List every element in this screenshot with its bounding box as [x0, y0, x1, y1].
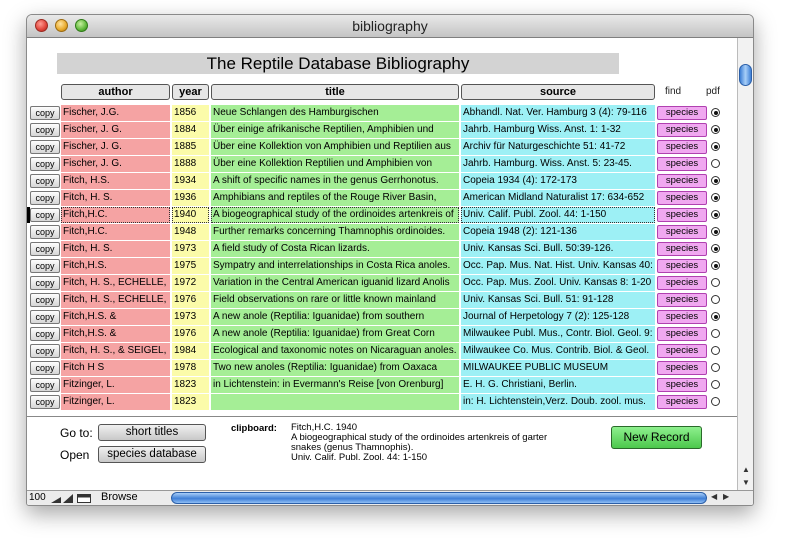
window-title: bibliography	[352, 18, 428, 34]
title-cell[interactable]: A new anole (Reptilia: Iguanidae) from southern	[211, 309, 459, 325]
source-cell[interactable]: Univ. Calif. Publ. Zool. 44: 1-150	[461, 207, 655, 223]
year-cell[interactable]: 1856	[172, 105, 209, 121]
column-header-author[interactable]: author	[61, 84, 170, 100]
year-cell[interactable]: 1948	[172, 224, 209, 240]
clipboard-label: clipboard:	[231, 423, 277, 434]
author-cell[interactable]: Fischer, J. G.	[61, 139, 170, 155]
source-cell[interactable]: Occ. Pap. Mus. Nat. Hist. Univ. Kansas 40:	[461, 258, 655, 274]
year-cell[interactable]: 1976	[172, 292, 209, 308]
layout-body	[27, 38, 737, 490]
table-row[interactable]	[27, 342, 737, 359]
status-bar	[27, 490, 753, 506]
source-cell[interactable]: American Midland Naturalist 17: 634-652	[461, 190, 655, 206]
table-row[interactable]	[27, 223, 737, 240]
vertical-scroll-thumb[interactable]	[739, 64, 752, 86]
species-button[interactable]: species	[657, 208, 707, 222]
table-row[interactable]	[27, 376, 737, 393]
copy-button[interactable]: copy	[30, 293, 60, 307]
author-cell[interactable]: Fitch,H.S.	[61, 258, 170, 274]
copy-button[interactable]: copy	[30, 276, 60, 290]
species-button[interactable]: species	[657, 157, 707, 171]
copy-button[interactable]: copy	[30, 191, 60, 205]
pdf-radio[interactable]	[711, 380, 720, 389]
copy-button[interactable]: copy	[30, 225, 60, 239]
title-cell[interactable]: Variation in the Central American iguanid lizard Anolis	[211, 275, 459, 291]
species-database-button[interactable]: species database	[98, 446, 206, 463]
title-cell[interactable]: Ecological and taxonomic notes on Nicaraguan anoles.	[211, 343, 459, 359]
year-cell[interactable]: 1973	[172, 241, 209, 257]
table-row[interactable]	[27, 393, 737, 410]
new-record-button[interactable]: New Record	[611, 426, 702, 449]
copy-button[interactable]: copy	[30, 395, 60, 409]
records-list	[27, 104, 737, 416]
footer-panel	[27, 417, 737, 490]
copy-button[interactable]: copy	[30, 140, 60, 154]
source-cell[interactable]: Copeia 1934 (4): 172-173	[461, 173, 655, 189]
pdf-radio[interactable]	[711, 210, 720, 219]
pdf-radio[interactable]	[711, 244, 720, 253]
author-cell[interactable]: Fitch H S	[61, 360, 170, 376]
title-cell[interactable]: A shift of specific names in the genus Gerrhonotus.	[211, 173, 459, 189]
table-row[interactable]	[27, 172, 737, 189]
species-button[interactable]: species	[657, 191, 707, 205]
pdf-radio[interactable]	[711, 363, 720, 372]
table-row[interactable]	[27, 189, 737, 206]
zoom-in-icon[interactable]	[63, 494, 73, 503]
title-cell[interactable]: Sympatry and interrelationships in Costa Rica anoles.	[211, 258, 459, 274]
goto-label: Go to:	[60, 426, 93, 440]
table-row[interactable]	[27, 240, 737, 257]
species-button[interactable]: species	[657, 395, 707, 409]
author-cell[interactable]: Fitch, H.S.	[61, 173, 170, 189]
source-cell[interactable]: in: H. Lichtenstein,Verz. Doub. zool. mus.	[461, 394, 655, 410]
title-cell[interactable]: A new anole (Reptilia: Iguanidae) from Great Corn	[211, 326, 459, 342]
copy-button[interactable]: copy	[30, 378, 60, 392]
toggle-toolbar-icon[interactable]	[77, 494, 91, 503]
title-cell[interactable]: Two new anoles (Reptilia: Iguanidae) from Oaxaca	[211, 360, 459, 376]
vertical-scrollbar[interactable]	[737, 38, 754, 490]
pdf-radio[interactable]	[711, 176, 720, 185]
pdf-radio[interactable]	[711, 159, 720, 168]
source-cell[interactable]: E. H. G. Christiani, Berlin.	[461, 377, 655, 393]
bibliography-window	[26, 14, 754, 506]
table-row[interactable]	[27, 291, 737, 308]
year-cell[interactable]: 1975	[172, 258, 209, 274]
year-cell[interactable]: 1936	[172, 190, 209, 206]
year-cell[interactable]: 1823	[172, 377, 209, 393]
copy-button[interactable]: copy	[30, 344, 60, 358]
copy-button[interactable]: copy	[30, 123, 60, 137]
open-label: Open	[60, 448, 90, 462]
horizontal-scrollbar[interactable]	[171, 492, 707, 504]
year-cell[interactable]: 1934	[172, 173, 209, 189]
pdf-radio[interactable]	[711, 261, 720, 270]
pdf-radio[interactable]	[711, 125, 720, 134]
copy-button[interactable]: copy	[30, 157, 60, 171]
author-cell[interactable]: Fitch, H. S., ECHELLE,	[61, 292, 170, 308]
year-cell[interactable]: 1984	[172, 343, 209, 359]
clipboard-line: Univ. Calif. Publ. Zool. 44: 1-150	[291, 452, 428, 463]
species-button[interactable]: species	[657, 106, 707, 120]
table-row[interactable]	[27, 325, 737, 342]
species-button[interactable]: species	[657, 123, 707, 137]
pdf-radio[interactable]	[711, 397, 720, 406]
mode-indicator[interactable]: Browse	[101, 491, 138, 503]
page-title: The Reptile Database Bibliography	[57, 53, 619, 74]
column-header-source[interactable]: source	[461, 84, 655, 100]
title-cell[interactable]: A field study of Costa Rican lizards.	[211, 241, 459, 257]
species-button[interactable]: species	[657, 310, 707, 324]
copy-button[interactable]: copy	[30, 106, 60, 120]
year-cell[interactable]: 1888	[172, 156, 209, 172]
author-cell[interactable]: Fischer, J.G.	[61, 105, 170, 121]
species-button[interactable]: species	[657, 276, 707, 290]
author-cell[interactable]: Fitch,H.S. &	[61, 309, 170, 325]
source-cell[interactable]: Copeia 1948 (2): 121-136	[461, 224, 655, 240]
title-cell[interactable]: Amphibians and reptiles of the Rouge River Basin,	[211, 190, 459, 206]
pdf-radio[interactable]	[711, 227, 720, 236]
source-cell[interactable]: Archiv für Naturgeschichte 51: 41-72	[461, 139, 655, 155]
clipboard-line: A biogeographical study of the ordinoides artenkreis of garter	[291, 432, 548, 443]
table-row[interactable]	[27, 257, 737, 274]
copy-button[interactable]: copy	[30, 310, 60, 324]
species-button[interactable]: species	[657, 344, 707, 358]
author-cell[interactable]: Fitch,H.C.	[61, 207, 170, 223]
copy-button[interactable]: copy	[30, 327, 60, 341]
year-cell[interactable]: 1978	[172, 360, 209, 376]
source-cell[interactable]: Jahrb. Hamburg Wiss. Anst. 1: 1-32	[461, 122, 655, 138]
clipboard-line: Fitch,H.C. 1940	[291, 422, 357, 433]
table-row[interactable]	[27, 206, 737, 223]
pdf-radio[interactable]	[711, 108, 720, 117]
author-cell[interactable]: Fitch, H. S.	[61, 241, 170, 257]
author-cell[interactable]: Fitch,H.S. &	[61, 326, 170, 342]
year-cell[interactable]: 1885	[172, 139, 209, 155]
copy-button[interactable]: copy	[30, 361, 60, 375]
title-cell[interactable]: in Lichtenstein: in Evermann's Reise [von Orenburg]	[211, 377, 459, 393]
title-cell[interactable]: A biogeographical study of the ordinoides artenkreis of	[211, 207, 459, 223]
species-button[interactable]: species	[657, 259, 707, 273]
pdf-radio[interactable]	[711, 329, 720, 338]
source-cell[interactable]: Occ. Pap. Mus. Zool. Univ. Kansas 8: 1-20	[461, 275, 655, 291]
pdf-radio[interactable]	[711, 193, 720, 202]
title-cell[interactable]: Über eine Kollektion von Amphibien und Reptilien aus	[211, 139, 459, 155]
title-cell[interactable]: Neue Schlangen des Hamburgischen	[211, 105, 459, 121]
pdf-radio[interactable]	[711, 295, 720, 304]
pdf-radio[interactable]	[711, 278, 720, 287]
table-row[interactable]	[27, 274, 737, 291]
title-cell[interactable]: Über eine Kollektion Reptilien und Amphibien von	[211, 156, 459, 172]
copy-button[interactable]: copy	[30, 242, 60, 256]
year-cell[interactable]: 1972	[172, 275, 209, 291]
zoom-out-icon[interactable]	[51, 494, 61, 503]
author-cell[interactable]: Fitch, H. S., ECHELLE,	[61, 275, 170, 291]
source-cell[interactable]: Univ. Kansas Sci. Bull. 50:39-126.	[461, 241, 655, 257]
author-cell[interactable]: Fitch, H. S.	[61, 190, 170, 206]
source-cell[interactable]: Journal of Herpetology 7 (2): 125-128	[461, 309, 655, 325]
author-cell[interactable]: Fitch, H. S., & SEIGEL,	[61, 343, 170, 359]
scroll-left-arrow-icon[interactable]: ◀	[711, 492, 718, 501]
table-row[interactable]	[27, 138, 737, 155]
column-header-year[interactable]: year	[172, 84, 209, 100]
species-button[interactable]: species	[657, 140, 707, 154]
year-cell[interactable]: 1940	[172, 207, 209, 223]
author-cell[interactable]: Fitzinger, L.	[61, 394, 170, 410]
year-cell[interactable]: 1973	[172, 309, 209, 325]
table-row[interactable]	[27, 121, 737, 138]
source-cell[interactable]: Abhandl. Nat. Ver. Hamburg 3 (4): 79-116	[461, 105, 655, 121]
pdf-radio[interactable]	[711, 142, 720, 151]
species-button[interactable]: species	[657, 225, 707, 239]
scroll-right-arrow-icon[interactable]: ▶	[723, 492, 730, 501]
source-cell[interactable]: MILWAUKEE PUBLIC MUSEUM	[461, 360, 655, 376]
source-cell[interactable]: Milwaukee Co. Mus. Contrib. Biol. & Geol.	[461, 343, 655, 359]
copy-button[interactable]: copy	[30, 174, 60, 188]
column-header-pdf: pdf	[706, 86, 720, 97]
copy-button[interactable]: copy	[30, 259, 60, 273]
table-row[interactable]	[27, 155, 737, 172]
title-cell[interactable]	[211, 394, 459, 410]
short-titles-button[interactable]: short titles	[98, 424, 206, 441]
clipboard-line: snakes (genus Thamnophis).	[291, 442, 414, 453]
year-cell[interactable]: 1823	[172, 394, 209, 410]
year-cell[interactable]: 1884	[172, 122, 209, 138]
title-cell[interactable]: Further remarks concerning Thamnophis ordinoides.	[211, 224, 459, 240]
source-cell[interactable]: Jahrb. Hamburg. Wiss. Anst. 5: 23-45.	[461, 156, 655, 172]
species-button[interactable]: species	[657, 174, 707, 188]
column-header-title[interactable]: title	[211, 84, 459, 100]
species-button[interactable]: species	[657, 293, 707, 307]
scroll-up-arrow-icon[interactable]: ▲	[742, 465, 750, 474]
species-button[interactable]: species	[657, 327, 707, 341]
species-button[interactable]: species	[657, 242, 707, 256]
species-button[interactable]: species	[657, 361, 707, 375]
source-cell[interactable]: Univ. Kansas Sci. Bull. 51: 91-128	[461, 292, 655, 308]
title-bar[interactable]	[27, 15, 753, 38]
title-cell[interactable]: Field observations on rare or little known mainland	[211, 292, 459, 308]
table-row[interactable]	[27, 308, 737, 325]
pdf-radio[interactable]	[711, 312, 720, 321]
pdf-radio[interactable]	[711, 346, 720, 355]
source-cell[interactable]: Milwaukee Publ. Mus., Contr. Biol. Geol. 9:	[461, 326, 655, 342]
column-header-find: find	[665, 86, 682, 97]
author-cell[interactable]: Fischer, J. G.	[61, 156, 170, 172]
clipboard-content[interactable]	[291, 423, 547, 463]
species-button[interactable]: species	[657, 378, 707, 392]
year-cell[interactable]: 1976	[172, 326, 209, 342]
table-row[interactable]	[27, 359, 737, 376]
author-cell[interactable]: Fitch,H.C.	[61, 224, 170, 240]
zoom-level[interactable]: 100	[29, 492, 46, 503]
author-cell[interactable]: Fitzinger, L.	[61, 377, 170, 393]
author-cell[interactable]: Fischer, J. G.	[61, 122, 170, 138]
scroll-down-arrow-icon[interactable]: ▼	[742, 478, 750, 487]
title-cell[interactable]: Über einige afrikanische Reptilien, Amphibien und	[211, 122, 459, 138]
copy-button[interactable]: copy	[30, 208, 60, 222]
table-row[interactable]	[27, 104, 737, 121]
